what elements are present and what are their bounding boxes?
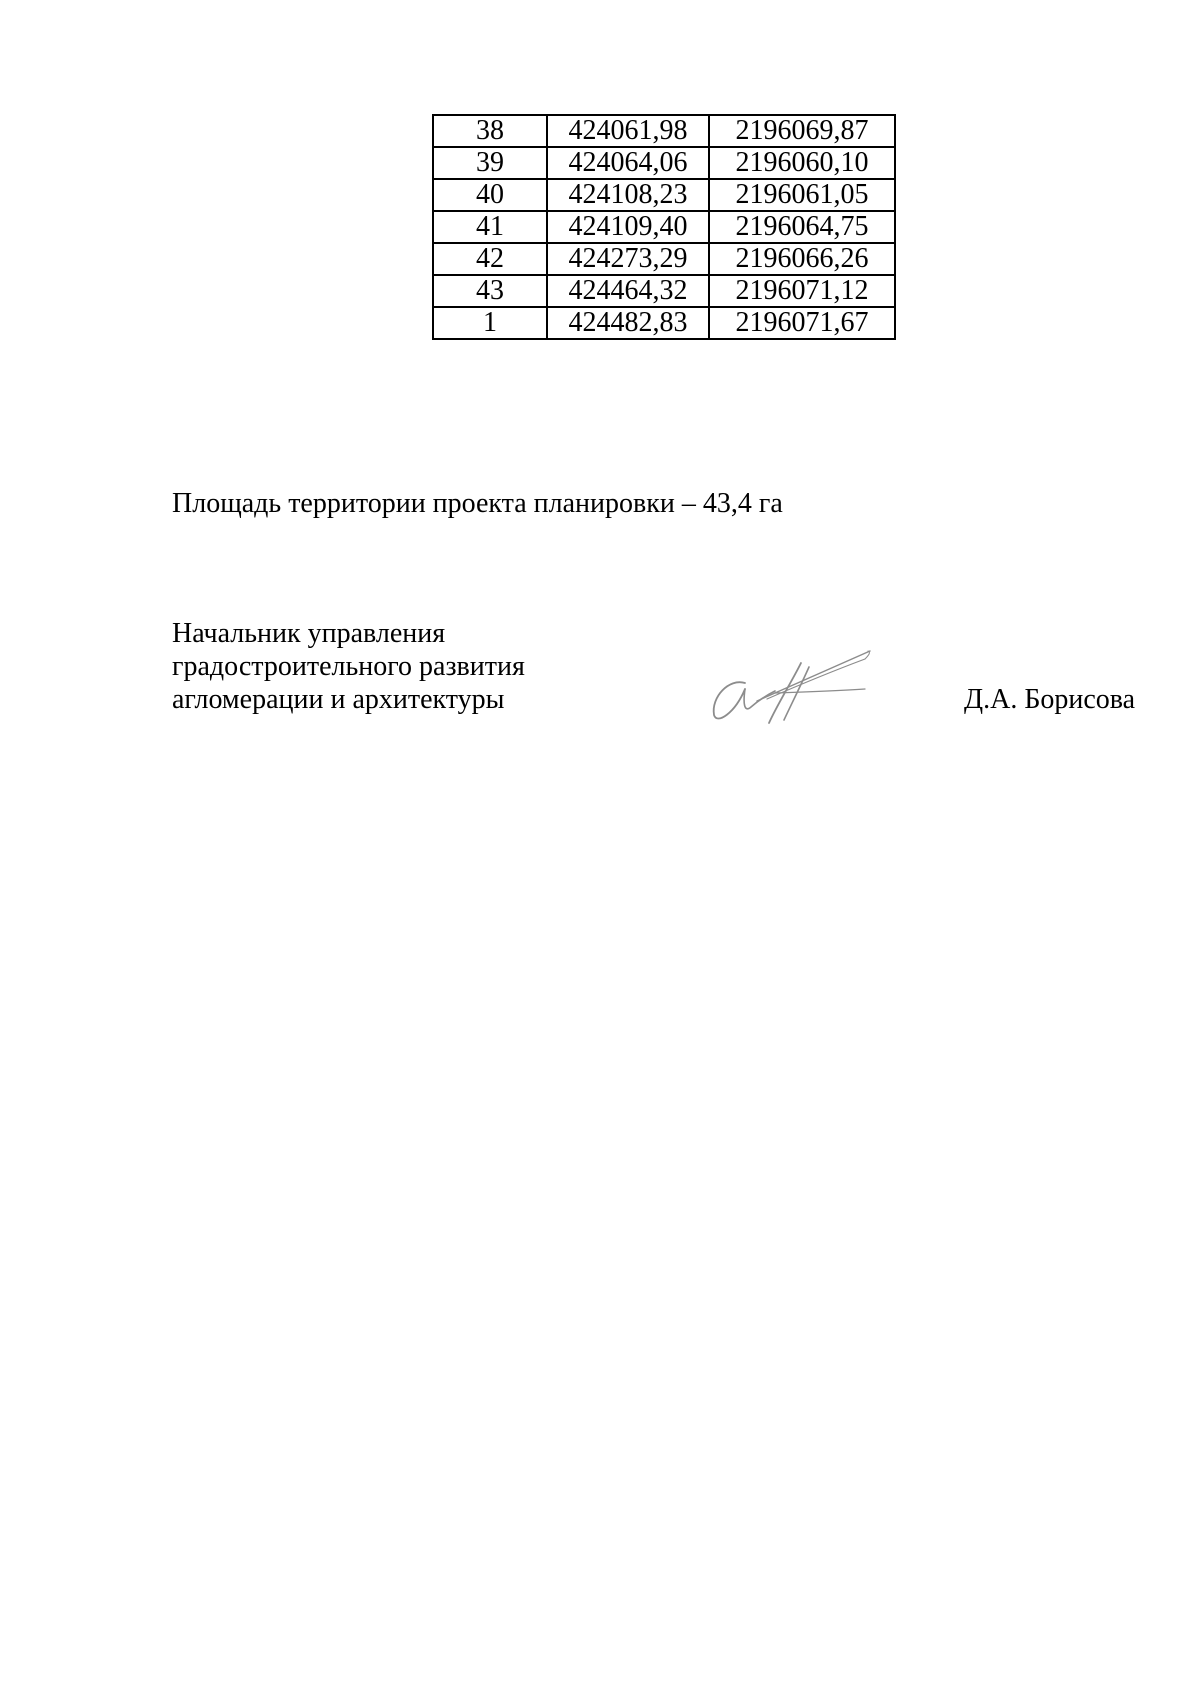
x-coordinate-cell: 424108,23 [547,179,709,211]
table-row [433,115,895,147]
x-coordinate-cell: 424109,40 [547,211,709,243]
point-number-cell: 42 [433,243,547,275]
table-row [433,243,895,275]
signer-name: Д.А. Борисова [964,684,1136,715]
x-coordinate-cell: 424064,06 [547,147,709,179]
point-number-cell: 40 [433,179,547,211]
y-coordinate-cell: 2196066,26 [709,243,895,275]
position-line: градостроительного развития [172,651,525,682]
handwritten-signature [705,645,880,730]
point-number-cell: 43 [433,275,547,307]
table-row [433,147,895,179]
coordinates-table [432,114,896,340]
x-coordinate-cell: 424464,32 [547,275,709,307]
position-line: Начальник управления [172,618,446,649]
x-coordinate-cell: 424061,98 [547,115,709,147]
signer-position [172,617,525,716]
area-statement: Площадь территории проекта планировки – 43,4 га [172,488,783,519]
x-coordinate-cell: 424482,83 [547,307,709,339]
point-number-cell: 39 [433,147,547,179]
point-number-cell: 38 [433,115,547,147]
table-row [433,211,895,243]
point-number-cell: 1 [433,307,547,339]
point-number-cell: 41 [433,211,547,243]
table-row [433,307,895,339]
position-line: агломерации и архитектуры [172,684,505,715]
x-coordinate-cell: 424273,29 [547,243,709,275]
y-coordinate-cell: 2196064,75 [709,211,895,243]
y-coordinate-cell: 2196069,87 [709,115,895,147]
y-coordinate-cell: 2196060,10 [709,147,895,179]
y-coordinate-cell: 2196071,12 [709,275,895,307]
y-coordinate-cell: 2196061,05 [709,179,895,211]
table-row [433,275,895,307]
table-row [433,179,895,211]
y-coordinate-cell: 2196071,67 [709,307,895,339]
